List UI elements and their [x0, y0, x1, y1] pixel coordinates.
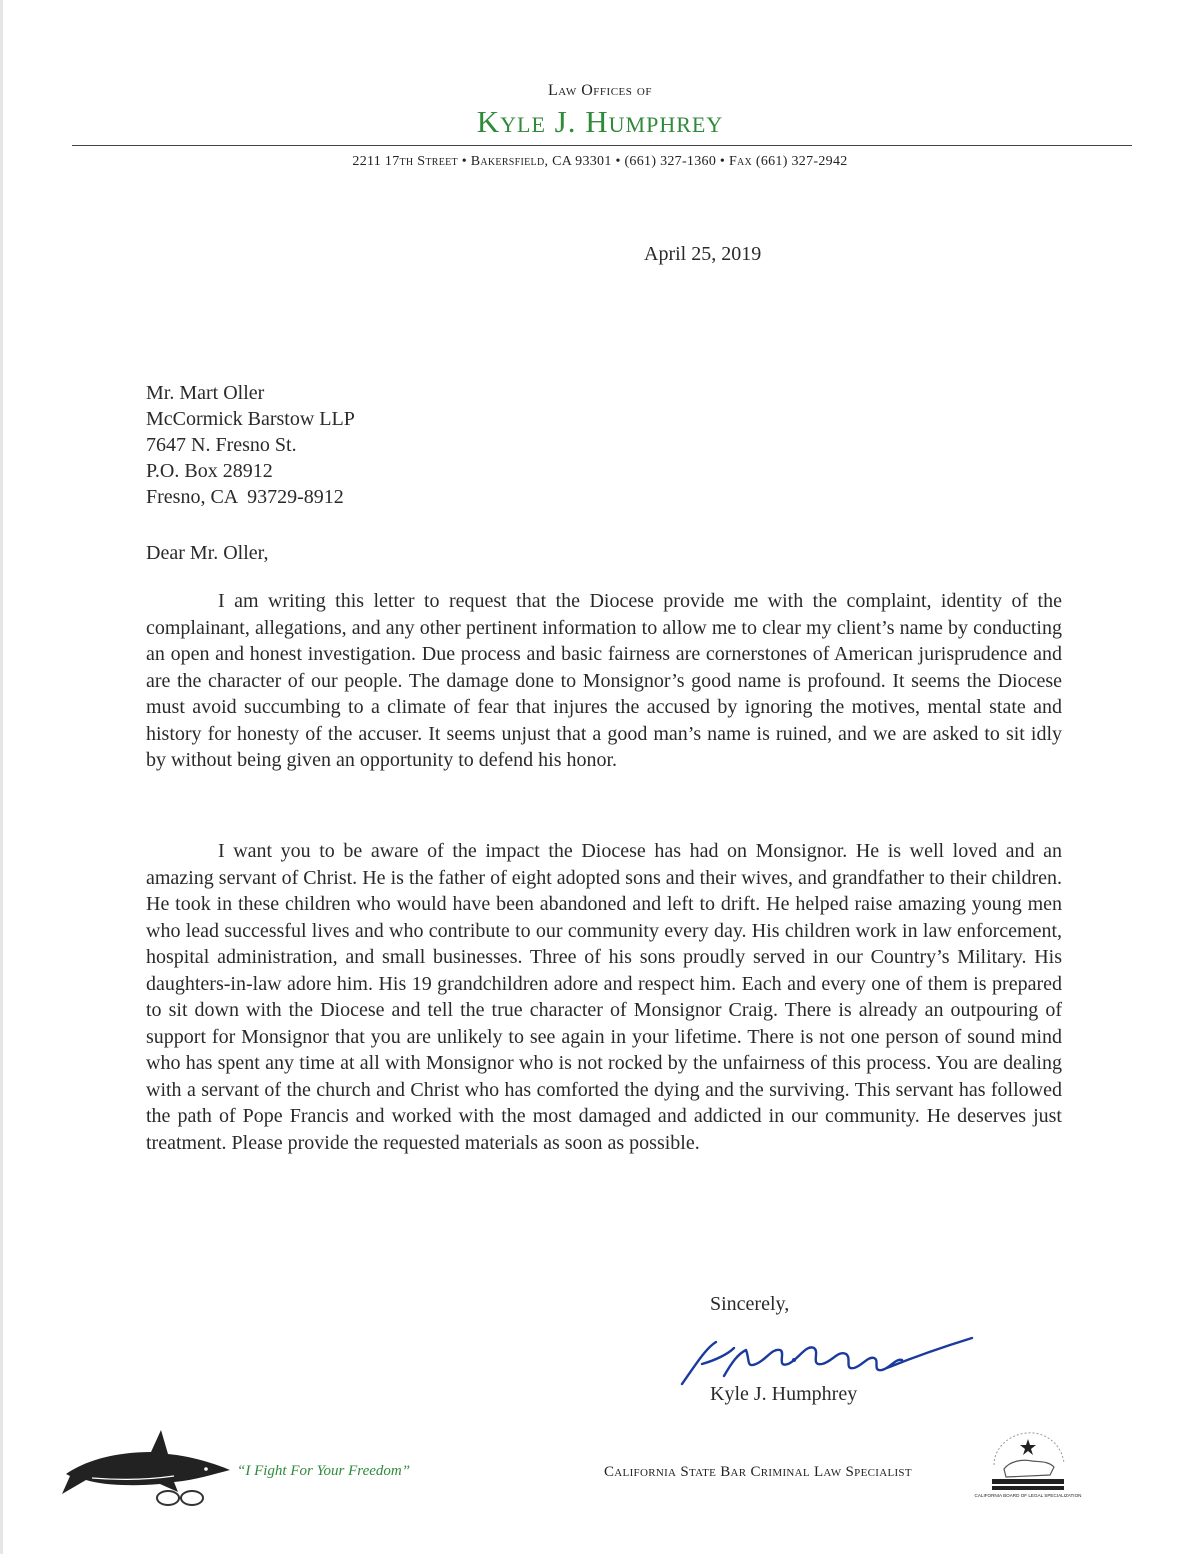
body-paragraph-1: I am writing this letter to request that the Diocese provide me with the complaint, identity of the complainant, allegations, and any other pertinent information to allow me to clear my client’s name by conducting an open and honest investigation. Due process and basic fairness are cornerstones of American jurisprudence and are the character of our people. The damage done to Monsignor’s good name is profound. It seems the Diocese must avoid succumbing to a climate of fear that injures the accused by ignoring the motives, mental state and history for honesty of the accuser. It seems unjust that a good man’s name is ruined, and we are asked to sit idly by without being given an opportunity to defend his honor.: [146, 590, 1062, 771]
letterhead-divider: [72, 145, 1132, 146]
signer-name: Kyle J. Humphrey: [710, 1383, 858, 1405]
salutation: Dear Mr. Oller,: [146, 542, 269, 564]
footer-specialist-credential: California State Bar Criminal Law Specialist: [604, 1464, 912, 1480]
signature-icon: [676, 1334, 976, 1390]
recipient-line: 7647 N. Fresno St.: [146, 434, 297, 456]
legal-specialization-seal-icon: [974, 1425, 1082, 1511]
letter-date: April 25, 2019: [644, 243, 762, 265]
letterhead-firm-name: Kyle J. Humphrey: [476, 104, 724, 139]
recipient-line: Mr. Mart Oller: [146, 382, 265, 404]
recipient-address-block: [146, 380, 355, 510]
letterhead-pre-title: Law Offices of: [548, 82, 652, 99]
shark-logo-icon: [56, 1416, 236, 1508]
recipient-line: Fresno, CA 93729-8912: [146, 486, 344, 508]
recipient-line: McCormick Barstow LLP: [146, 408, 355, 430]
body-paragraph-2: I want you to be aware of the impact the Diocese has had on Monsignor. He is well loved and an amazing servant of Christ. He is the father of eight adopted sons and their wives, and grandfather to their children. He took in these children who would have been abandoned and left to drift. He helped raise amazing young men who lead successful lives and who contribute to our community every day. His children work in law enforcement, hospital administration, and small businesses. Three of his sons proudly served in our Country’s Military. His daughters-in-law adore him. His 19 grandchildren adore and respect him. Each and every one of them is prepared to sit down with the Diocese and tell the true character of Monsignor Craig. There is already an outpouring of support for Monsignor that you are unlikely to see again in your lifetime. There is not one person of sound mind who has spent any time at all with Monsignor who is not rocked by the unfairness of this process. You are dealing with a servant of the church and Christ who has comforted the dying and the surviving. This servant has followed the path of Pope Francis and worked with the most damaged and addicted in our community. He deserves just treatment. Please provide the requested materials as soon as possible.: [146, 840, 1062, 1154]
page-edge: [0, 0, 3, 1554]
recipient-line: P.O. Box 28912: [146, 460, 273, 482]
seal-text: CALIFORNIA BOARD OF LEGAL SPECIALIZATION: [974, 1493, 1082, 1498]
closing: Sincerely,: [710, 1293, 790, 1315]
footer-tagline: “I Fight For Your Freedom”: [237, 1463, 411, 1479]
letterhead-address: 2211 17th Street • Bakersfield, CA 93301 • (661) 327-1360 • Fax (661) 327-2942: [352, 154, 848, 169]
